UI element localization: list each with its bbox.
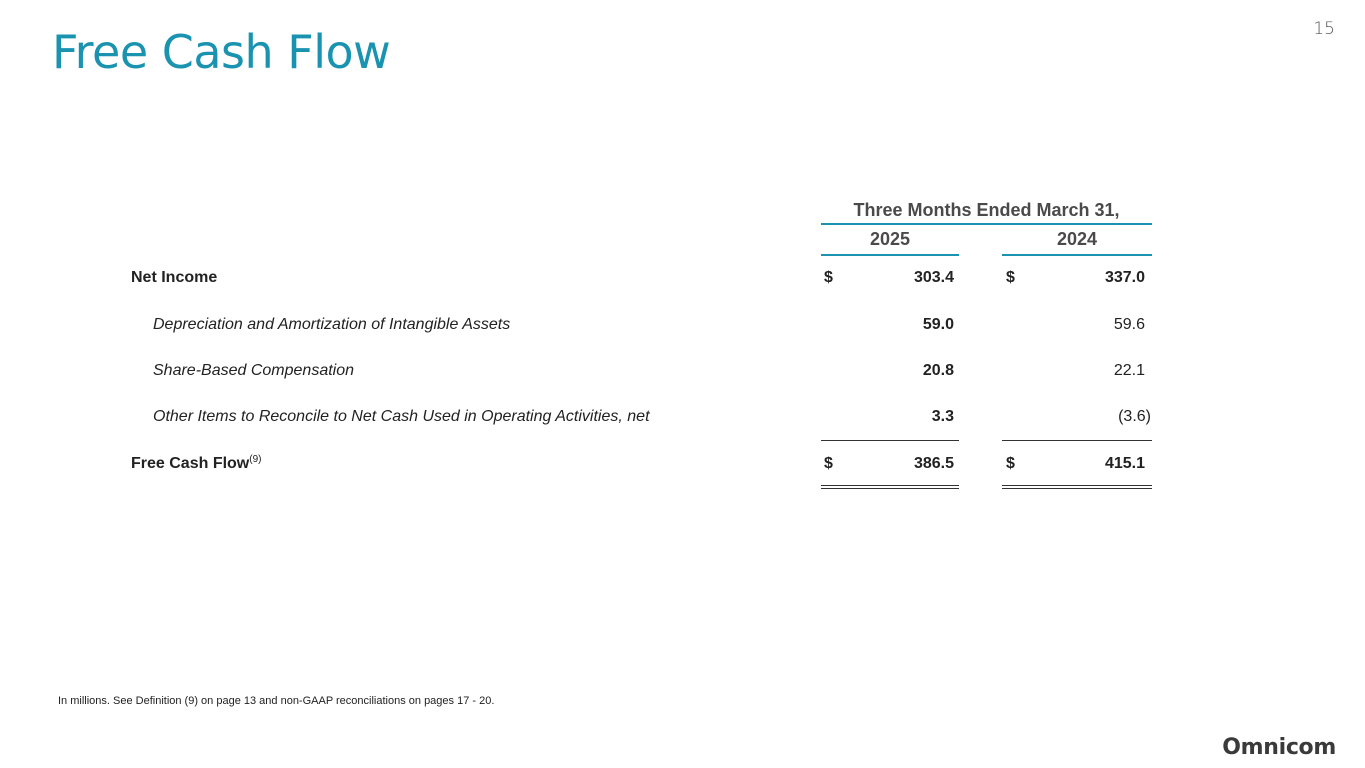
value-2025: 386.5 (913, 455, 954, 472)
page-number: 15 (1313, 19, 1335, 39)
value-2024: (3.6) (1118, 408, 1151, 425)
row-label: Other Items to Reconcile to Net Cash Used in Operating Activities, net (153, 408, 650, 425)
table-period-header: Three Months Ended March 31, (821, 199, 1152, 225)
dollar-sign: $ (824, 455, 833, 472)
column-header-2025: 2025 (821, 228, 959, 256)
dollar-sign: $ (1006, 269, 1015, 286)
row-label: Net Income (131, 269, 218, 286)
row-label: Share-Based Compensation (153, 362, 355, 379)
subtotal-rule-2025 (821, 440, 959, 441)
value-2024: 337.0 (1104, 269, 1145, 286)
dollar-sign: $ (824, 269, 833, 286)
value-2024: 59.6 (1113, 316, 1145, 333)
page-title: Free Cash Flow (52, 25, 391, 79)
footnote-reference: (9) (249, 454, 262, 465)
value-2025: 3.3 (931, 408, 954, 425)
value-2024: 415.1 (1104, 455, 1145, 472)
subtotal-rule-2024 (1002, 440, 1152, 441)
row-label-text: Free Cash Flow (131, 455, 250, 472)
total-double-rule-2025 (821, 485, 959, 489)
column-header-2024: 2024 (1002, 228, 1152, 256)
value-2025: 59.0 (922, 316, 954, 333)
row-label (131, 454, 261, 474)
value-2024: 22.1 (1113, 362, 1145, 379)
value-2025: 20.8 (922, 362, 954, 379)
row-label: Depreciation and Amortization of Intangible Assets (153, 316, 511, 333)
dollar-sign: $ (1006, 455, 1015, 472)
company-logo: Omnicom (1222, 735, 1336, 760)
total-double-rule-2024 (1002, 485, 1152, 489)
footnote: In millions. See Definition (9) on page 13 and non-GAAP reconciliations on pages 17 - 20. (58, 695, 495, 707)
value-2025: 303.4 (913, 269, 954, 286)
